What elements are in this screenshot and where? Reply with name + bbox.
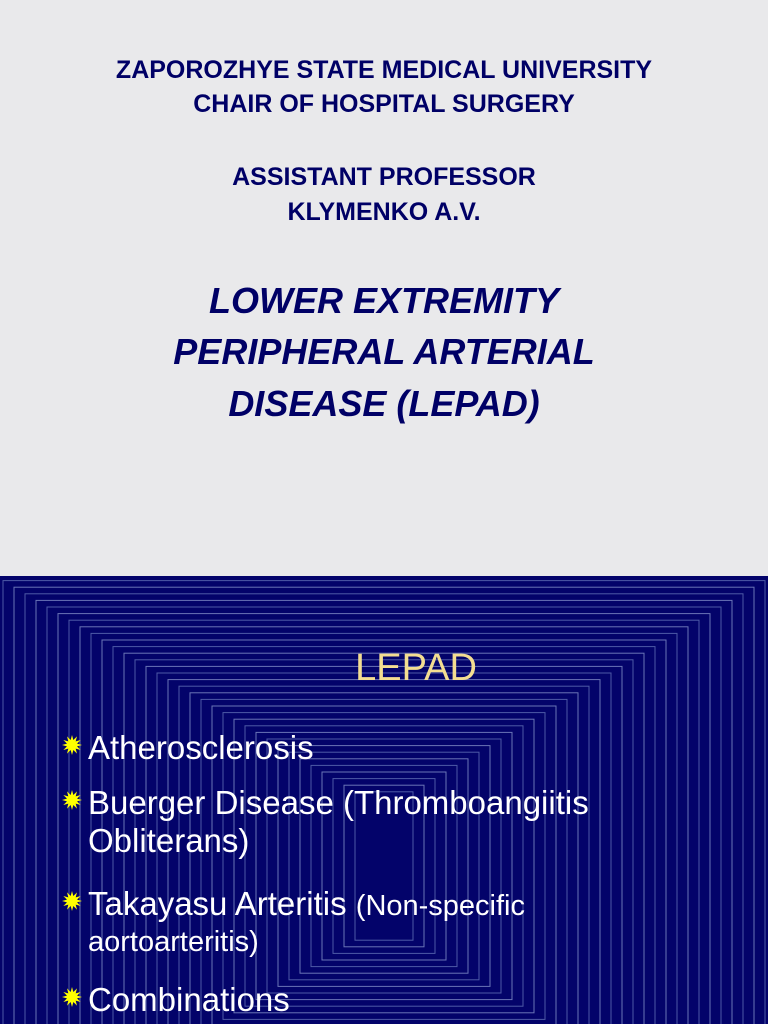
- bullet-text-continued: aortoarteritis): [88, 926, 259, 958]
- bullet-text: Combinations: [88, 981, 290, 1018]
- author-position: ASSISTANT PROFESSOR: [232, 163, 536, 191]
- bullet-text: Buerger Disease (Thromboangiitis: [88, 784, 589, 821]
- presentation-title-line-1: LOWER EXTREMITY: [209, 280, 559, 321]
- author-name: KLYMENKO A.V.: [287, 198, 481, 226]
- slide-title: LEPAD: [355, 647, 477, 689]
- presentation-title-line-3: DISEASE (LEPAD): [228, 383, 540, 424]
- lepad-slide: [0, 576, 768, 1024]
- star-burst-icon: [62, 891, 82, 911]
- university-name: ZAPOROZHYE STATE MEDICAL UNIVERSITY: [115, 56, 653, 84]
- presentation-title-line-2: PERIPHERAL ARTERIAL: [173, 331, 595, 372]
- frame-rect: [278, 746, 490, 987]
- bullet-text: Takayasu Arteritis (Non-specific: [88, 885, 525, 922]
- frame-rect: [245, 726, 523, 1006]
- star-burst-icon: [62, 987, 82, 1007]
- bullet-text: Atherosclerosis: [88, 729, 314, 766]
- star-burst-icon: [62, 790, 82, 810]
- chair-name: CHAIR OF HOSPITAL SURGERY: [193, 90, 575, 118]
- frame-rect: [267, 739, 501, 993]
- bullet-text-continued: Obliterans): [88, 822, 250, 859]
- star-burst-icon: [62, 735, 82, 755]
